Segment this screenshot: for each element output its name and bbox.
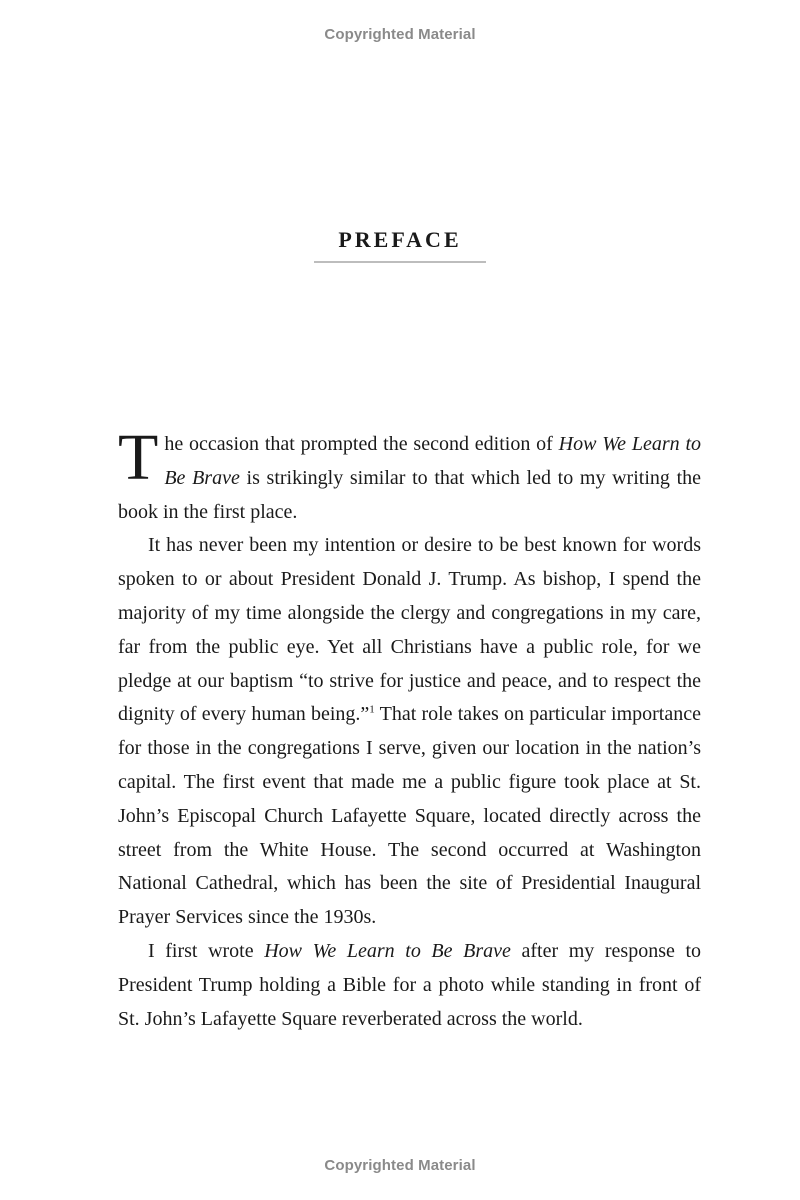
paragraph-3-text-b: after my response to President Trump holding a Bible for a photo while standing in front of St. John’s Lafayette Square reverberated across the world. <box>118 939 702 1030</box>
paragraph-2-text-a: It has never been my intention or desire to be best known for words spoken to or about President Donald J. Trump. As bishop, I spend the majority of my time alongside the clergy and congregations in my care, far from the public eye. Yet all Christians have a public role, for we pledge at our baptism “to strive for justice and peace, and to respect the dignity of every human being.” <box>118 534 701 726</box>
paragraph-1-text-a: he occasion that prompted the second edition of <box>164 433 559 455</box>
paragraph-2-text-b: That role takes on particular importance for those in the congregations I serve, given our location in the nation’s capital. The first event that made me a public figure took place at St. John’s Episcopal Church Lafayette Square, located directly across the street from the White House. The second occurred at Washington National Cathedral, which has been the site of Presidential Inaugural Prayer Services since the 1930s. <box>118 703 701 929</box>
paragraph-3 <box>118 935 701 1036</box>
drop-cap: T <box>118 421 159 494</box>
paragraph-3-text-a: I first wrote <box>148 939 265 962</box>
paragraph-1-text-b: is strikingly similar to that which led to my writing the book in the first place. <box>118 466 701 523</box>
body-text <box>118 421 702 1036</box>
book-title-italic: How We Learn to Be Brave <box>164 433 701 489</box>
copyright-watermark-top: Copyrighted Material <box>324 26 476 43</box>
book-title-italic-2: How We Learn to Be Brave <box>264 939 511 962</box>
paragraph-1 <box>118 421 701 529</box>
copyright-watermark-bottom: Copyrighted Material <box>324 1157 476 1174</box>
paragraph-2 <box>118 529 701 935</box>
footnote-marker: 1 <box>369 703 375 716</box>
chapter-heading <box>0 227 800 263</box>
chapter-title: PREFACE <box>314 227 485 263</box>
